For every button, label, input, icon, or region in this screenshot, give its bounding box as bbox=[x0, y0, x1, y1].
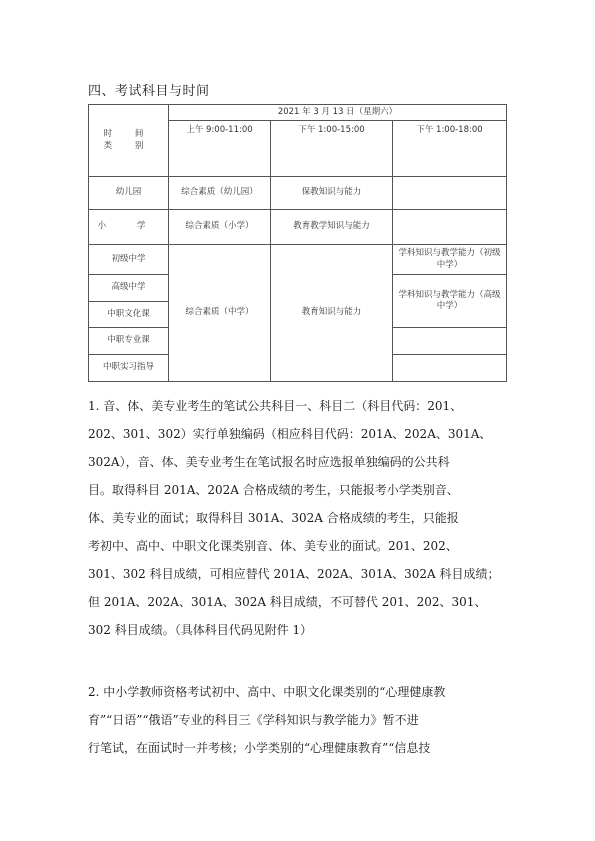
corner-time-label: 时 间 bbox=[103, 129, 154, 140]
table-row bbox=[89, 177, 507, 210]
section-title: 四、考试科目与时间 bbox=[88, 84, 210, 99]
slot-afternoon-1: 下午 1:00-15:00 bbox=[271, 121, 393, 177]
note-paragraph-1: 1. 音、体、美专业考生的笔试公共科目一、科目二（科目代码：201、 202、301、302）实行单独编码（相应科目代码：201A、202A、301A、 302A），音、体、美专业考生在笔试报名时应选报单独编码的公共科 目。取得科目 201A、202A 合格成绩的考生，只能报考小学类别音、 体、美专业的面试；取得科目 301A、302A 合格成绩的考生，只能报 考初中、高中、中职文化课类别音、体、美专业的面试。201、202、 301、302 科目成绩，可相应替代 201A、202A、301A、302A 科目成绩； 但 201A、202A、301A、302A 科目成绩，不可替代 201、202、301、 302 科目成绩。（具体科目代码见附件 1） bbox=[88, 399, 500, 637]
subject-cell: 保教知识与能力 bbox=[271, 177, 393, 210]
slot-afternoon-2: 下午 1:00-18:00 bbox=[393, 121, 507, 177]
subject-cell: 学科知识与教学能力（高级中学） bbox=[393, 275, 507, 328]
category-vocational-culture: 中职文化课 bbox=[89, 302, 169, 328]
table-row bbox=[89, 245, 507, 275]
empty-cell bbox=[393, 328, 507, 355]
category-senior-secondary: 高级中学 bbox=[89, 275, 169, 302]
empty-cell bbox=[393, 355, 507, 382]
exam-schedule-table bbox=[88, 104, 507, 382]
empty-cell bbox=[393, 210, 507, 245]
corner-category-label: 类 别 bbox=[103, 140, 154, 151]
empty-cell bbox=[393, 177, 507, 210]
category-vocational-specialty: 中职专业课 bbox=[89, 328, 169, 355]
subject-cell: 学科知识与教学能力（初级中学） bbox=[393, 245, 507, 275]
subject-cell: 综合素质（中学） bbox=[169, 245, 271, 382]
subject-cell: 教育教学知识与能力 bbox=[271, 210, 393, 245]
category-junior-secondary: 初级中学 bbox=[89, 245, 169, 275]
table-row bbox=[89, 210, 507, 245]
category-primary: 小 学 bbox=[89, 210, 169, 245]
subject-cell: 综合素质（小学） bbox=[169, 210, 271, 245]
table-row bbox=[89, 105, 507, 121]
table-corner-header bbox=[89, 105, 169, 177]
subject-cell: 教育知识与能力 bbox=[271, 245, 393, 382]
subject-cell: 综合素质（幼儿园） bbox=[169, 177, 271, 210]
category-vocational-internship: 中职实习指导 bbox=[89, 355, 169, 382]
category-kindergarten: 幼儿园 bbox=[89, 177, 169, 210]
exam-date-header: 2021 年 3 月 13 日（星期六） bbox=[169, 105, 507, 121]
slot-morning: 上午 9:00-11:00 bbox=[169, 121, 271, 177]
note-paragraph-2: 2. 中小学教师资格考试初中、高中、中职文化课类别的“心理健康教 育”“日语”“俄语”专业的科目三《学科知识与教学能力》暂不进 行笔试，在面试时一并考核；小学类别的“心理健康教育”“信息技 bbox=[88, 685, 446, 755]
